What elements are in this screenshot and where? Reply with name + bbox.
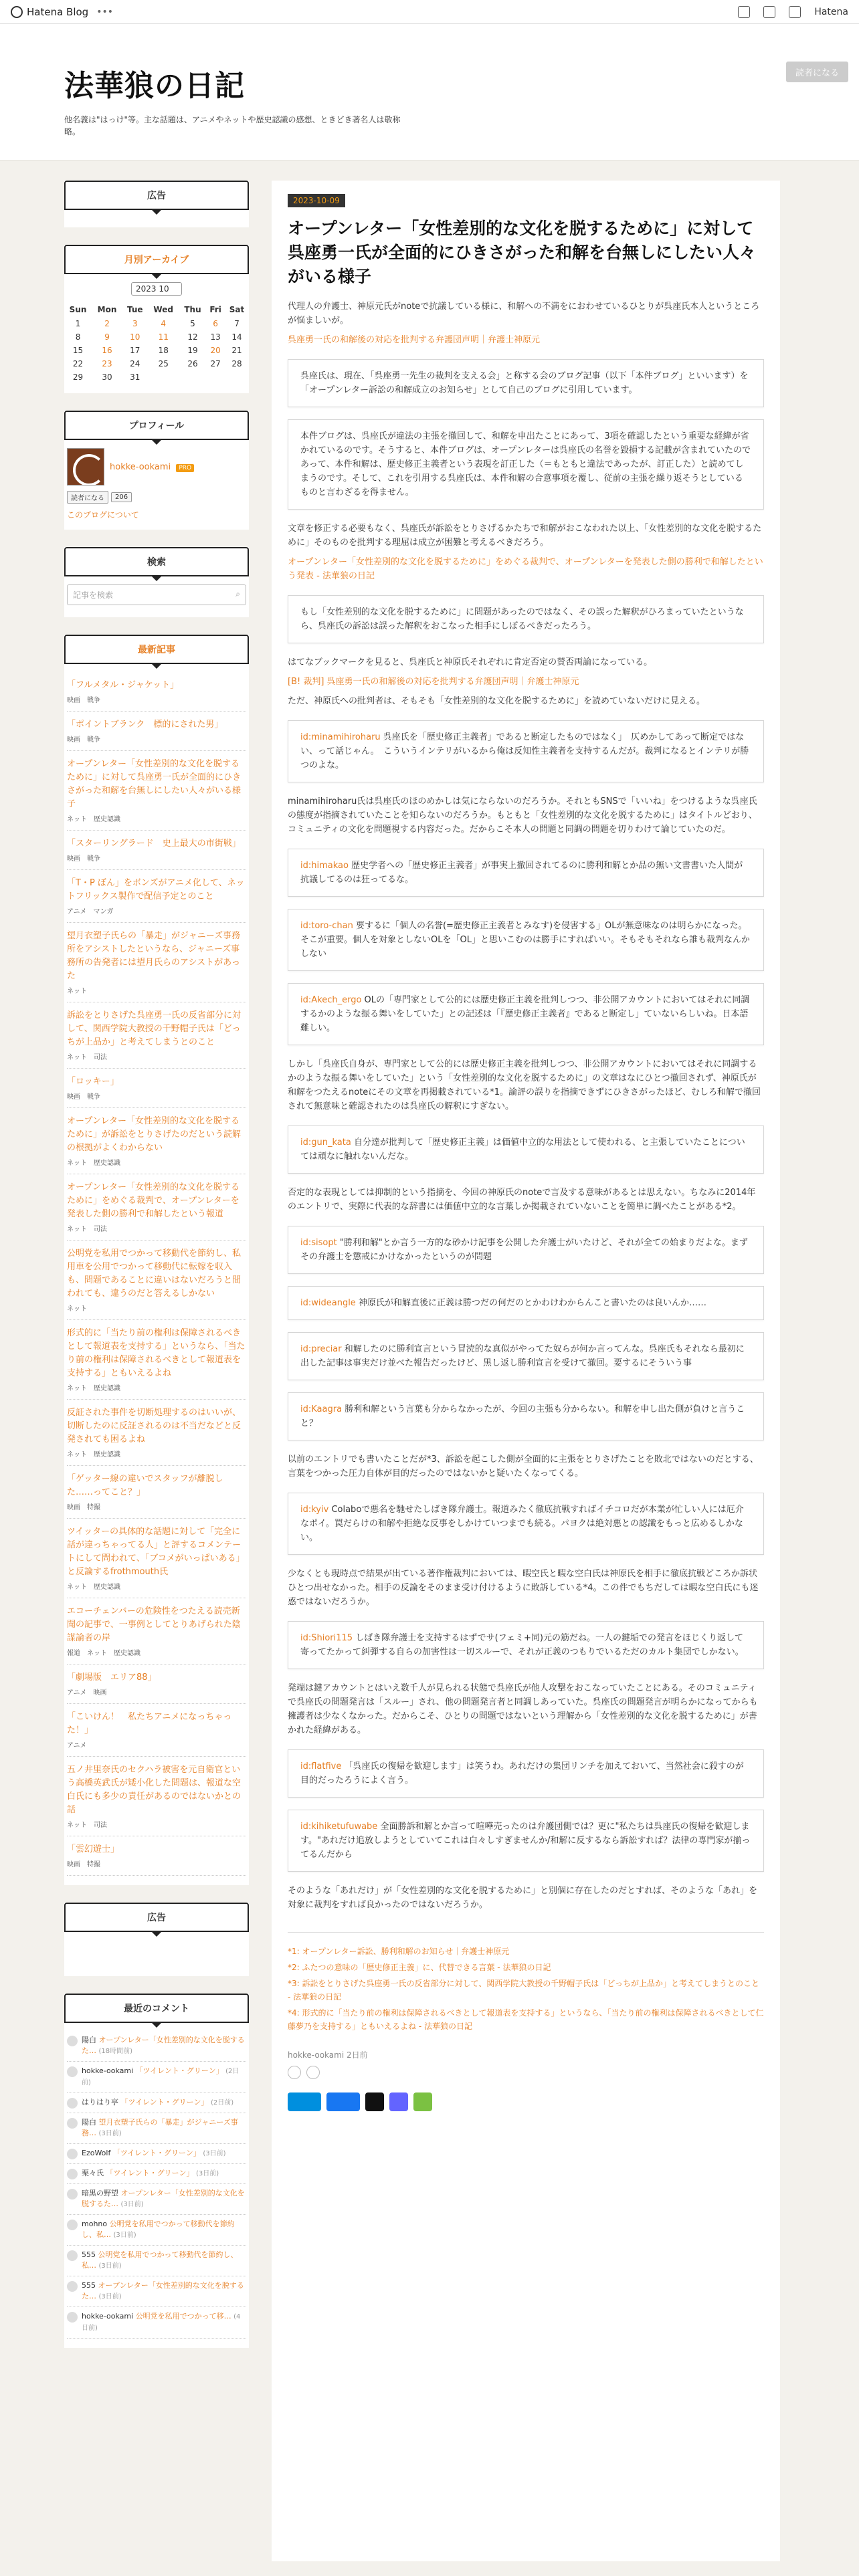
list-item bbox=[67, 1320, 246, 1400]
comment-user[interactable]: 暗黒の野望 bbox=[82, 2189, 118, 2197]
user-avatar-icon[interactable] bbox=[67, 2118, 78, 2129]
list-item bbox=[67, 1174, 246, 1241]
entry-tags[interactable]: ネット 司法 bbox=[67, 1054, 107, 1061]
comment-entry-link[interactable]: 公明党を私用でつかって移動代を節約し、私… bbox=[82, 2220, 235, 2239]
user-id-link[interactable]: id:himakao bbox=[300, 861, 349, 871]
comment-user[interactable]: 栗々氏 bbox=[82, 2169, 104, 2177]
user-id-link[interactable]: id:sisopt bbox=[300, 1238, 337, 1248]
entry-tags[interactable]: アニメ bbox=[67, 1742, 87, 1749]
comment-text: 「呉座氏の復帰を歓迎します」は笑うわ。あれだけの集団リンチを加えておいて、当然社会に殺すのが目的だったろうによく言う。 bbox=[300, 1761, 744, 1786]
entry-link[interactable]: 形式的に「当たり前の権利は保障されるべきとして報道表を支持する」というなら、「当たり前の権利は保障されるべきとして報道表を支持する」ともいえるよね bbox=[67, 1328, 246, 1378]
list-item bbox=[67, 923, 246, 1002]
search-widget bbox=[64, 547, 249, 617]
user-avatar-icon[interactable] bbox=[67, 2281, 78, 2292]
entry-link[interactable]: 訴訟をとりさげた呉座勇一氏の反省部分に対して、関西学院大教授の千野帽子氏は「どっちが上品か」と考えてしまうとのこと bbox=[67, 1010, 242, 1047]
calendar-day: 1 bbox=[75, 319, 81, 328]
paragraph: 文章を修正する必要もなく、呉座氏が訴訟をとりさげるかたちで和解がおこなわれた以上、「女性差別的な文化を脱するために」そのものを批判する理屈は成立が困難と考えるべきだろう。 bbox=[288, 524, 762, 548]
calendar-day: 30 bbox=[102, 372, 112, 382]
calendar-day[interactable]: 2 bbox=[104, 319, 110, 328]
bookmark-comment bbox=[288, 849, 764, 897]
archive-title: 月別アーカイブ bbox=[64, 245, 249, 274]
comment-time: (3日前) bbox=[98, 2262, 122, 2270]
comment-text: "勝利和解"とか言う一方的な砂かけ記事を公開した弁護士がいたけど、それが全ての始まりだよな。まずその弁護士を懲戒にかけなかったというのが問題 bbox=[300, 1238, 748, 1262]
paragraph: minamihiroharu氏は呉座氏のほのめかしは気にならないのだろうか。それともSNSで「いいね」をつけるような呉座氏の態度が指摘されていたことを知らないのだろうか。もともと「女性差別的な文化を脱するために」はタイトルどおり、コミュニティの文化を問題視する内容だった。だからこそ本人の問題と同調の問題を切りわけて論じていたのだ。 bbox=[288, 796, 757, 835]
calendar-weekday: Mon bbox=[97, 305, 117, 314]
comment-text: しばき隊弁護士を支持するはずでサ(フェミ+同)元の筋だね。一人の鍵垢での発言をほじくり返して寄ってたかって糾弾する自らの加害性は一切スルーで、それが正義のつもりでいるただのカルト集団でしかない。 bbox=[300, 1633, 744, 1657]
recent-entries-widget bbox=[64, 635, 249, 1885]
entry-link[interactable]: 望月衣塑子氏らの「暴走」がジャニーズ事務所をアシストしたというなら、ジャニーズ事務所の告発者には望月氏らのアシストがあった bbox=[67, 931, 241, 981]
comment-item bbox=[67, 2031, 246, 2062]
calendar-day[interactable]: 23 bbox=[102, 359, 112, 368]
user-id-link[interactable]: id:Shiori115 bbox=[300, 1633, 353, 1643]
calendar-day: 5 bbox=[190, 319, 195, 328]
comment-item bbox=[67, 2093, 246, 2113]
bookmark-comment bbox=[288, 1621, 764, 1669]
comment-time: (18時間前) bbox=[98, 2048, 133, 2055]
avatar[interactable] bbox=[67, 448, 104, 486]
calendar-weekday: Wed bbox=[153, 305, 173, 314]
list-item bbox=[67, 1108, 246, 1174]
list-item bbox=[67, 1665, 246, 1704]
reader-count: 206 bbox=[111, 492, 132, 502]
bookmark-comment bbox=[288, 1286, 764, 1320]
bookmark-comment bbox=[288, 1226, 764, 1274]
comments-title: 最近のコメント bbox=[64, 1994, 249, 2023]
paragraph: ただ、神原氏への批判者は、そもそも「女性差別的な文化を脱するために」を読めていないだけに見える。 bbox=[288, 696, 706, 706]
article-date[interactable]: 2023-10-09 bbox=[288, 194, 345, 207]
comment-user[interactable]: 陽白 bbox=[82, 2036, 96, 2044]
calendar-day: 14 bbox=[231, 332, 242, 342]
calendar-day: 22 bbox=[72, 359, 84, 368]
top-bar bbox=[0, 0, 859, 24]
list-item bbox=[67, 1002, 246, 1069]
footnote-link[interactable]: *2: ふたつの意味の「歴史修正主義」に、代替できる言葉 - 法華狼の日記 bbox=[288, 1963, 551, 1972]
list-item bbox=[67, 751, 246, 831]
comment-time: (3日前) bbox=[120, 2201, 144, 2208]
menu-dots-icon[interactable]: ••• bbox=[96, 6, 113, 17]
comment-item bbox=[67, 2246, 246, 2276]
article-title[interactable]: オープンレター「女性差別的な文化を脱するために」に対して呉座勇一氏が全面的にひきさがった和解を台無しにしたい人々がいる様子 bbox=[288, 219, 757, 286]
comment-text: 勝利和解という言葉も分からなかったが、今回の主張も分からない。和解を申し出た側が負けと言うこと？ bbox=[300, 1404, 745, 1428]
entry-tags[interactable]: アニメ マンガ bbox=[67, 908, 114, 916]
comment-text: 呉座氏を「歴史修正主義者」であると断定したものではなく」 仄めかしてあって断定ではない、って話じゃん。 こういうインテリがいるから俺は反知性主義者を支持するんだが。裁判になるとインテリが勝つのよな。 bbox=[300, 732, 749, 770]
comment-entry-link[interactable]: 「ツイレント・グリーン」 bbox=[106, 2169, 194, 2177]
calendar-day: 27 bbox=[210, 359, 221, 368]
comment-time: (3日前) bbox=[195, 2170, 219, 2177]
list-item bbox=[67, 1400, 246, 1466]
bookmark-comment bbox=[288, 1749, 764, 1798]
comment-time: (2日前) bbox=[82, 2068, 240, 2086]
calendar bbox=[64, 302, 249, 384]
subscribe-small-button[interactable]: 読者になる bbox=[67, 491, 108, 504]
comment-item bbox=[67, 2215, 246, 2246]
list-item bbox=[67, 870, 246, 923]
calendar-day: 7 bbox=[234, 319, 240, 328]
subscribe-button[interactable]: 読者になる bbox=[786, 62, 848, 82]
ad-widget-2 bbox=[64, 1903, 249, 1976]
user-avatar-icon[interactable] bbox=[67, 2220, 78, 2230]
calendar-day: 21 bbox=[231, 346, 242, 355]
article-link[interactable]: 呉座勇一氏の和解後の対応を批判する弁護団声明｜弁護士神原元 bbox=[288, 335, 541, 345]
entry-tags[interactable]: アニメ 映画 bbox=[67, 1689, 107, 1697]
entry-link[interactable]: 「こいけん！ 私たちアニメになっちゃった！」 bbox=[67, 1712, 232, 1735]
comment-user[interactable]: 555 bbox=[82, 2250, 96, 2259]
comment-text: 歴史学者への「歴史修正主義者」が事実上撤回されてるのに勝利和解とか品の無い文書書いた人間が抗議してるのは狂ってるな。 bbox=[300, 861, 743, 885]
bookmark-comment bbox=[288, 1392, 764, 1440]
list-item bbox=[67, 831, 246, 870]
user-avatar-icon[interactable] bbox=[67, 2036, 78, 2046]
comment-item bbox=[67, 2307, 246, 2339]
paragraph: 代理人の弁護士、神原元氏がnoteで抗議している様に、和解への不満をにおわせているひとりが呉座氏本人というところが悩ましいが。 bbox=[288, 302, 760, 326]
x-share-icon[interactable] bbox=[365, 2092, 384, 2111]
about-link[interactable]: このブログについて bbox=[67, 510, 139, 520]
calendar-day: 29 bbox=[72, 372, 84, 382]
misskey-share-icon[interactable] bbox=[413, 2092, 432, 2111]
list-item bbox=[67, 1519, 246, 1598]
comment-item bbox=[67, 2062, 246, 2093]
hatena-logo-icon bbox=[11, 6, 23, 18]
comment-entry-link[interactable]: 「ツイレント・グリーン」 bbox=[135, 2066, 223, 2075]
comment-text: 和解したのに勝利宣言という冒涜的な真似がやってた奴らが何か言ってんな。呉座氏もそれなら最初に出した記事は事実だけ並べた報告だったけど、黒し返し勝利宣言を受けて撤回。要するにそういう事 bbox=[300, 1344, 745, 1368]
comment-time: (3日前) bbox=[98, 2293, 122, 2300]
list-item bbox=[67, 1069, 246, 1108]
profile-name[interactable]: hokke-ookami bbox=[110, 461, 171, 472]
calendar-weekday: Tue bbox=[127, 305, 143, 314]
entry-link[interactable]: 「雲幻遊士」 bbox=[67, 1844, 120, 1854]
comment-time: (3日前) bbox=[98, 2130, 122, 2137]
entry-tags[interactable]: 映画 戦争 bbox=[67, 697, 100, 704]
comment-text: 神原氏が和解直後に正義は勝つだの何だのとかわけわからんこと書いたのは良いんか…… bbox=[358, 1298, 706, 1308]
comment-item bbox=[67, 2144, 246, 2164]
entry-link[interactable]: 公明党を私用でつかって移動代を節約し、私用車を公用でつかって移動代に転嫁を収入も、問題であることに違いはないだろうと間われても、違うのだと答えるしかない bbox=[67, 1249, 242, 1299]
search-icon[interactable]: ⌕ bbox=[235, 589, 240, 599]
search-placeholder: 記事を検索 bbox=[73, 591, 114, 600]
calendar-day: 17 bbox=[130, 346, 140, 355]
calendar-day: 12 bbox=[187, 332, 198, 342]
hatena-blog-brand[interactable] bbox=[11, 6, 88, 18]
entry-tags[interactable]: 映画 戦争 bbox=[67, 736, 100, 744]
bookmark-comment bbox=[288, 1493, 764, 1555]
entry-tags[interactable]: ネット 歴史認識 bbox=[67, 1160, 120, 1167]
calendar-day bbox=[179, 370, 206, 384]
calendar-day[interactable]: 6 bbox=[213, 319, 218, 328]
entry-link[interactable]: 「ロッキー」 bbox=[67, 1077, 119, 1087]
blockquote: 呉座氏は、現在、「呉座勇一先生の裁判を支える会」と称する会のブログ記事（以下「本件ブログ」といいます）を「オープンレター訴訟の和解成立のお知らせ」として自己のブログに引用しています。 bbox=[288, 359, 764, 407]
footnote-link[interactable]: *4: 形式的に「当たり前の権利は保障されるべきとして報道表を支持する」というなら、「当たり前の権利は保障されるべきとして仁藤夢乃を支持する」ともいえるよね - 法華狼の日記 bbox=[288, 2008, 764, 2031]
comment-user[interactable]: mohno bbox=[82, 2220, 108, 2228]
calendar-day: 24 bbox=[130, 359, 140, 368]
entry-link[interactable]: 五ノ井里奈氏のセクハラ被害を元自衛官という高橋英武氏が矮小化した問題は、報道な空白氏にも多少の責任があるのではないかとの話 bbox=[67, 1765, 242, 1815]
list-item bbox=[67, 1598, 246, 1665]
list-item bbox=[67, 1836, 246, 1876]
entry-tags[interactable]: ネット 司法 bbox=[67, 1226, 107, 1233]
user-avatar-icon[interactable] bbox=[67, 2149, 78, 2159]
calendar-day[interactable]: 3 bbox=[132, 319, 138, 328]
comment-item bbox=[67, 2113, 246, 2144]
search-title: 検索 bbox=[64, 547, 249, 576]
comment-user[interactable]: EzoWolf bbox=[82, 2149, 111, 2157]
entry-tags[interactable]: ネット bbox=[67, 1305, 87, 1313]
ad-title: 広告 bbox=[64, 181, 249, 210]
bookmark-comment bbox=[288, 720, 764, 782]
comment-user[interactable]: 陽白 bbox=[82, 2118, 96, 2127]
comment-user[interactable]: はりはり亭 bbox=[82, 2098, 118, 2107]
entry-tags[interactable]: 映画 戦争 bbox=[67, 855, 100, 863]
bookmark-comment bbox=[288, 1810, 764, 1872]
user-id-link[interactable]: id:flatfive bbox=[300, 1761, 342, 1772]
comment-item bbox=[67, 2276, 246, 2307]
user-id-link[interactable]: id:gun_kata bbox=[300, 1138, 351, 1148]
entry-link[interactable]: オープンレター「女性差別的な文化を脱するために」をめぐる裁判で、オープンレターを発表した側の勝利で和解したという報道 bbox=[67, 1182, 240, 1219]
hatena-account-label[interactable]: Hatena bbox=[814, 6, 848, 17]
comment-text: Colaboで悪名を馳せたしばき隊弁護士。報道みたく徹底抗戦すればイチコロだが本業が忙しい人には厄介なポイ。罠だらけの和解や拒絶な反事をしかけていつまでも続る。パヨクは絶対悪との認識をもっと広めるしかない。 bbox=[300, 1505, 744, 1543]
profile-widget bbox=[64, 411, 249, 530]
blog-title[interactable]: 法華狼の日記 bbox=[64, 69, 245, 103]
comment-user[interactable]: 555 bbox=[82, 2281, 96, 2290]
calendar-day: 26 bbox=[187, 359, 198, 368]
comment-user[interactable]: hokke-ookami bbox=[82, 2066, 134, 2075]
blockquote: 本件ブログは、呉座氏が違法の主張を撤回して、和解を申出たことにあって、3項を確認したという重要な経緯が省かれているのです。そうすると、本件ブログは、オープンレターは呉座氏の名誉を毀損する記載が含まれていたのであって、本件和解は、歴史修正主義者という表現を訂正した（＝もともと違法であったが、訂正した）と読めてしまうのです。そして、これを引用する呉座氏は、本件和解の合意事項を覆し、従前の主張を繰り返そうとしているものと言わざるを得ません。 bbox=[288, 419, 764, 510]
calendar-weekday: Sun bbox=[69, 305, 87, 314]
calendar-weekday: Fri bbox=[209, 305, 221, 314]
user-avatar-icon[interactable] bbox=[67, 2098, 78, 2109]
comment-item bbox=[67, 2164, 246, 2184]
entry-tags[interactable]: 映画 特撮 bbox=[67, 1504, 100, 1511]
footnote-link[interactable]: *1: オープンレター訴訟、勝利和解のお知らせ｜弁護士神原元 bbox=[288, 1947, 510, 1956]
user-avatar-icon[interactable] bbox=[67, 2066, 78, 2077]
mastodon-share-icon[interactable] bbox=[389, 2092, 408, 2111]
list-item bbox=[67, 1757, 246, 1836]
entry-link[interactable]: 「スターリングラード 史上最大の市街戦」 bbox=[67, 839, 241, 849]
entry-tags[interactable]: ネット 歴史認識 bbox=[67, 1385, 120, 1392]
comment-time: (3日前) bbox=[203, 2150, 226, 2157]
user-id-link[interactable]: id:kihiketufuwabe bbox=[300, 1822, 378, 1832]
bookmark-comment bbox=[288, 909, 764, 971]
comment-entry-link[interactable]: オープンレター「女性差別的な文化を脱するた… bbox=[82, 2036, 245, 2055]
entry-tags[interactable]: ネット bbox=[67, 988, 87, 995]
blog-header bbox=[0, 24, 859, 160]
calendar-day: 13 bbox=[210, 332, 221, 342]
ad-title-2: 広告 bbox=[64, 1903, 249, 1932]
bookmark-icon[interactable] bbox=[763, 6, 775, 18]
calendar-day[interactable]: 16 bbox=[102, 346, 112, 355]
facebook-share-button[interactable] bbox=[326, 2092, 360, 2111]
user-id-link[interactable]: id:wideangle bbox=[300, 1298, 356, 1308]
footnotes bbox=[288, 1932, 764, 2033]
calendar-day[interactable]: 10 bbox=[130, 332, 140, 342]
entry-tags[interactable]: ネット 歴史認識 bbox=[67, 1584, 120, 1591]
paragraph: 以前のエントリでも書いたことだが*3、訴訟を起こした側が全面的に主張をとりさげたことを敗北ではないのだとする、言葉をつかった圧力自体が目的だったのではないかと疑いたくなってくる。 bbox=[288, 1455, 759, 1479]
entry-tags[interactable]: 映画 戦争 bbox=[67, 1093, 100, 1101]
user-id-link[interactable]: id:toro-chan bbox=[300, 921, 353, 931]
comment-user[interactable]: hokke-ookami bbox=[82, 2312, 134, 2321]
calendar-day[interactable]: 4 bbox=[161, 319, 167, 328]
author-line[interactable]: hokke-ookami 2日前 bbox=[288, 2050, 368, 2060]
calendar-day bbox=[225, 370, 249, 384]
calendar-day[interactable]: 9 bbox=[104, 332, 110, 342]
comment-item bbox=[67, 2184, 246, 2215]
comment-entry-link[interactable]: 公明党を私用でつかって移動代を節約し、私… bbox=[82, 2250, 238, 2270]
calendar-day: 8 bbox=[75, 332, 81, 342]
calendar-day bbox=[206, 370, 225, 384]
entry-tags[interactable]: ネット 司法 bbox=[67, 1822, 107, 1829]
add-star-icon[interactable] bbox=[288, 2066, 301, 2079]
list-item bbox=[67, 1466, 246, 1519]
entry-link[interactable]: 「フルメタル・ジャケット」 bbox=[67, 680, 179, 690]
comment-entry-link[interactable]: オープンレター「女性差別的な文化を脱するた… bbox=[82, 2189, 245, 2208]
list-item bbox=[67, 1704, 246, 1757]
entry-link[interactable]: エコーチェンバーの危険性をつたえる読売新聞の記事で、一事例としてとりあげられた陰謀論者の岸 bbox=[67, 1606, 241, 1643]
user-avatar-icon[interactable] bbox=[67, 2312, 78, 2323]
bookmark-link[interactable]: [B! 裁判] 呉座勇一氏の和解後の対応を批判する弁護団声明｜弁護士神原元 bbox=[288, 677, 579, 687]
list-item bbox=[67, 712, 246, 751]
bookmark-comment bbox=[288, 983, 764, 1045]
calendar-weekday: Thu bbox=[184, 305, 201, 314]
comment-time: (3日前) bbox=[113, 2232, 136, 2239]
share-buttons bbox=[288, 2092, 764, 2111]
comments-widget bbox=[64, 1994, 249, 2348]
entry-link[interactable]: オープンレター「女性差別的な文化を脱するために」が訴訟をとりさげたのだという読解の根拠がよくわからない bbox=[67, 1116, 242, 1153]
bookmark-comment bbox=[288, 1125, 764, 1174]
calendar-day: 28 bbox=[231, 359, 242, 368]
user-id-link[interactable]: id:preciar bbox=[300, 1344, 342, 1354]
calendar-day: 25 bbox=[158, 359, 169, 368]
comment-text: 全面勝訴和解とか言って喧嘩売ったのは弁護団側では？更に"私たちは呉座氏の復帰を歓迎します。"あれだけ追放しようとしていてこれは白々しすぎませんか/和解に反するなら訴訟すれば？法律の専門家が揃ってるんだから bbox=[300, 1822, 751, 1860]
calendar-day[interactable]: 11 bbox=[158, 332, 169, 342]
comment-entry-link[interactable]: 「ツイレント・グリーン」 bbox=[120, 2098, 209, 2107]
comment-entry-link[interactable]: 「ツイレント・グリーン」 bbox=[112, 2149, 201, 2157]
entry-link[interactable]: オープンレター「女性差別的な文化を脱するために」に対して呉座勇一氏が全面的にひきさがった和解を台無しにしたい人々がいる様子 bbox=[67, 759, 242, 809]
comment-entry-link[interactable]: オープンレター「女性差別的な文化を脱するた… bbox=[82, 2281, 244, 2300]
article-link[interactable]: オープンレター「女性差別的な文化を脱するために」をめぐる裁判で、オープンレターを発表した側の勝利で和解したという発表 - 法華狼の日記 bbox=[288, 557, 763, 581]
article bbox=[272, 181, 780, 2561]
paragraph: 発端は鍵アカウントとはいえ数千人が見られる状態で呉座氏が他人攻撃をおこなっていたことにある。そのコミュニティで呉座氏の問題発言は「スルー」され、他の問題発言者と同調しあっていた。呉座氏の問題発言が明らかになってからも擁護者は少なくなかった。だからこそ、ひとりの問題ではないという理解から「女性差別的な文化を脱するために」が書かれた経緯がある。 bbox=[288, 1683, 758, 1735]
paragraph: 否定的な表現としては抑制的という指摘を、今回の神原氏のnoteで言及する意味があるとは思えない。ちなみに2014年のエントリで、実際に代表的な辞書には価値中立的な言葉しか掲載されていないことを簡単に調べたことがある*2。 bbox=[288, 1188, 756, 1212]
user-id-link[interactable]: id:kyiv bbox=[300, 1505, 329, 1515]
list-item bbox=[67, 672, 246, 712]
hatena-bookmark-share-button[interactable] bbox=[288, 2092, 321, 2111]
calendar-day: 31 bbox=[130, 372, 140, 382]
entry-link[interactable]: 「ポイントブランク 標的にされた男」 bbox=[67, 720, 223, 730]
comment-text: 要するに「個人の名誉(=歴史修正主義者とみなす)を侵害する」OLが無意味なのは明らかになった。そこが重要。個人を対象としないOLを「OL」と思いこむのは勝手にすればいい。そもそもそれなら誰も裁判なんかしない bbox=[300, 921, 750, 959]
comment-time: (4日前) bbox=[82, 2313, 241, 2332]
entry-link[interactable]: 「劇場版 エリア88」 bbox=[67, 1673, 157, 1683]
calendar-day: 19 bbox=[187, 346, 198, 355]
entry-tags[interactable]: ネット 歴史認識 bbox=[67, 816, 120, 823]
footnote-link[interactable]: *3: 訴訟をとりさげた呉座勇一氏の反省部分に対して、関西学院大教授の千野帽子氏は「どっちが上品か」と考えてしまうとのこと - 法華狼の日記 bbox=[288, 1979, 760, 2002]
blog-description: 他名義は"はっけ"等。主な話題は、アニメやネットや歴史認識の感想、ときどき著名人は敬称略。 bbox=[64, 115, 401, 136]
paragraph: はてなブックマークを見ると、呉座氏と神原氏それぞれに肯定否定の賛否両論になっている。 bbox=[288, 657, 653, 667]
star-area bbox=[288, 2066, 764, 2079]
calendar-day: 18 bbox=[158, 346, 169, 355]
star-user-icon[interactable] bbox=[306, 2066, 320, 2079]
calendar-day: 15 bbox=[72, 346, 84, 355]
edit-icon[interactable] bbox=[738, 6, 750, 18]
user-id-link[interactable]: id:Akech_ergo bbox=[300, 995, 362, 1005]
brand-label: Hatena Blog bbox=[27, 5, 89, 18]
paragraph: そのような「あれだけ」が「女性差別的な文化を脱するために」と別個に存在したのだとすれば、そのような「あれ」を対象に裁判をすれば良かったのではないだろうか。 bbox=[288, 1886, 758, 1910]
bell-icon[interactable] bbox=[789, 6, 801, 18]
profile-title: プロフィール bbox=[64, 411, 249, 440]
paragraph: しかし「呉座氏自身が、専門家として公的には歴史修正主義を批判しつつ、非公開アカウントにおいてはそれに同調するかのような振る舞いをしていた」という「女性差別的な文化を脱するために」の文章はなにひとつ撤回されず、神原氏が和解をつたえるnoteにその文章を再掲載されている*1。論評の誤りを指摘できずにひきさがったほど、むしろ和解で撤回されて無意味と確認されたのは呉座氏の解釈にすぎない。 bbox=[288, 1059, 761, 1111]
list-item bbox=[67, 1241, 246, 1320]
entry-link[interactable]: ツイッターの具体的な話題に対して「完全に話が違っちゃってる人」と評するコメンテートにして問われて、「ブコメがいっぱいある」と反論するfrothmouth氏 bbox=[67, 1527, 245, 1577]
recent-title: 最新記事 bbox=[64, 635, 249, 664]
user-avatar-icon[interactable] bbox=[67, 2250, 78, 2261]
sidebar bbox=[64, 181, 249, 2561]
user-id-link[interactable]: id:minamihiroharu bbox=[300, 732, 381, 742]
calendar-weekday: Sat bbox=[229, 305, 245, 314]
comment-time: (2日前) bbox=[210, 2099, 234, 2107]
pro-badge: PRO bbox=[176, 464, 194, 472]
month-select[interactable]: 2023 10 bbox=[131, 282, 182, 296]
comment-entry-link[interactable]: 望月衣塑子氏らの「暴走」がジャニーズ事務… bbox=[82, 2118, 238, 2137]
search-input[interactable] bbox=[67, 584, 246, 605]
entry-link[interactable]: 「ゲッター線の違いでスタッフが離脱した……ってこと？」 bbox=[67, 1474, 223, 1497]
entry-link[interactable]: 「T・P ぼん」をボンズがアニメ化して、ネットフリックス製作で配信予定とのこと bbox=[67, 878, 245, 901]
entry-tags[interactable]: 報道 ネット 歴史認識 bbox=[67, 1650, 140, 1657]
blockquote: もし「女性差別的な文化を脱するために」に問題があったのではなく、その誤った解釈がひろまっていたというなら、呉座氏の訴訟は誤った解釈をおこなった相手にしぼるべきだったろう。 bbox=[288, 595, 764, 643]
user-avatar-icon[interactable] bbox=[67, 2169, 78, 2179]
entry-link[interactable]: 反証された事件を切断処理するのはいいが、切断したのに反証されるのは不当だなどと反発されても困るよね bbox=[67, 1408, 242, 1444]
calendar-day bbox=[148, 370, 179, 384]
calendar-day[interactable]: 20 bbox=[210, 346, 221, 355]
entry-tags[interactable]: 映画 特撮 bbox=[67, 1861, 100, 1868]
entry-tags[interactable]: ネット 歴史認識 bbox=[67, 1451, 120, 1459]
user-id-link[interactable]: id:Kaagra bbox=[300, 1404, 343, 1414]
bookmark-comment bbox=[288, 1332, 764, 1380]
archive-widget bbox=[64, 245, 249, 393]
comment-text: OLの「専門家として公的には歴史修正主義を批判しつつ、非公開アカウントにおいてはそれに同調するかのような振る舞いをしていた」との記述は「『歴史修正主義者』であると断定し」ていないらしいね。日本語難しい。 bbox=[300, 995, 750, 1033]
comment-text: 自分達が批判して「歴史修正主義」は価値中立的な用法として使われる、と主張していたことについては頑なに触れないんだな。 bbox=[300, 1138, 745, 1162]
comment-entry-link[interactable]: 公明党を私用でつかって移… bbox=[135, 2312, 231, 2321]
paragraph: 少なくとも現時点で結果が出ている著作権裁判においては、暇空氏と暇な空白氏は神原氏を相手に徹底抗戦どころか訴状ひとつ出せなかった。相手の反論をそのまま受け付けるように敗訴している*4。この件でもちだしては暇な空白氏にも迷惑ではないだろうか。 bbox=[288, 1569, 759, 1607]
user-avatar-icon[interactable] bbox=[67, 2189, 78, 2199]
ad-widget bbox=[64, 181, 249, 227]
